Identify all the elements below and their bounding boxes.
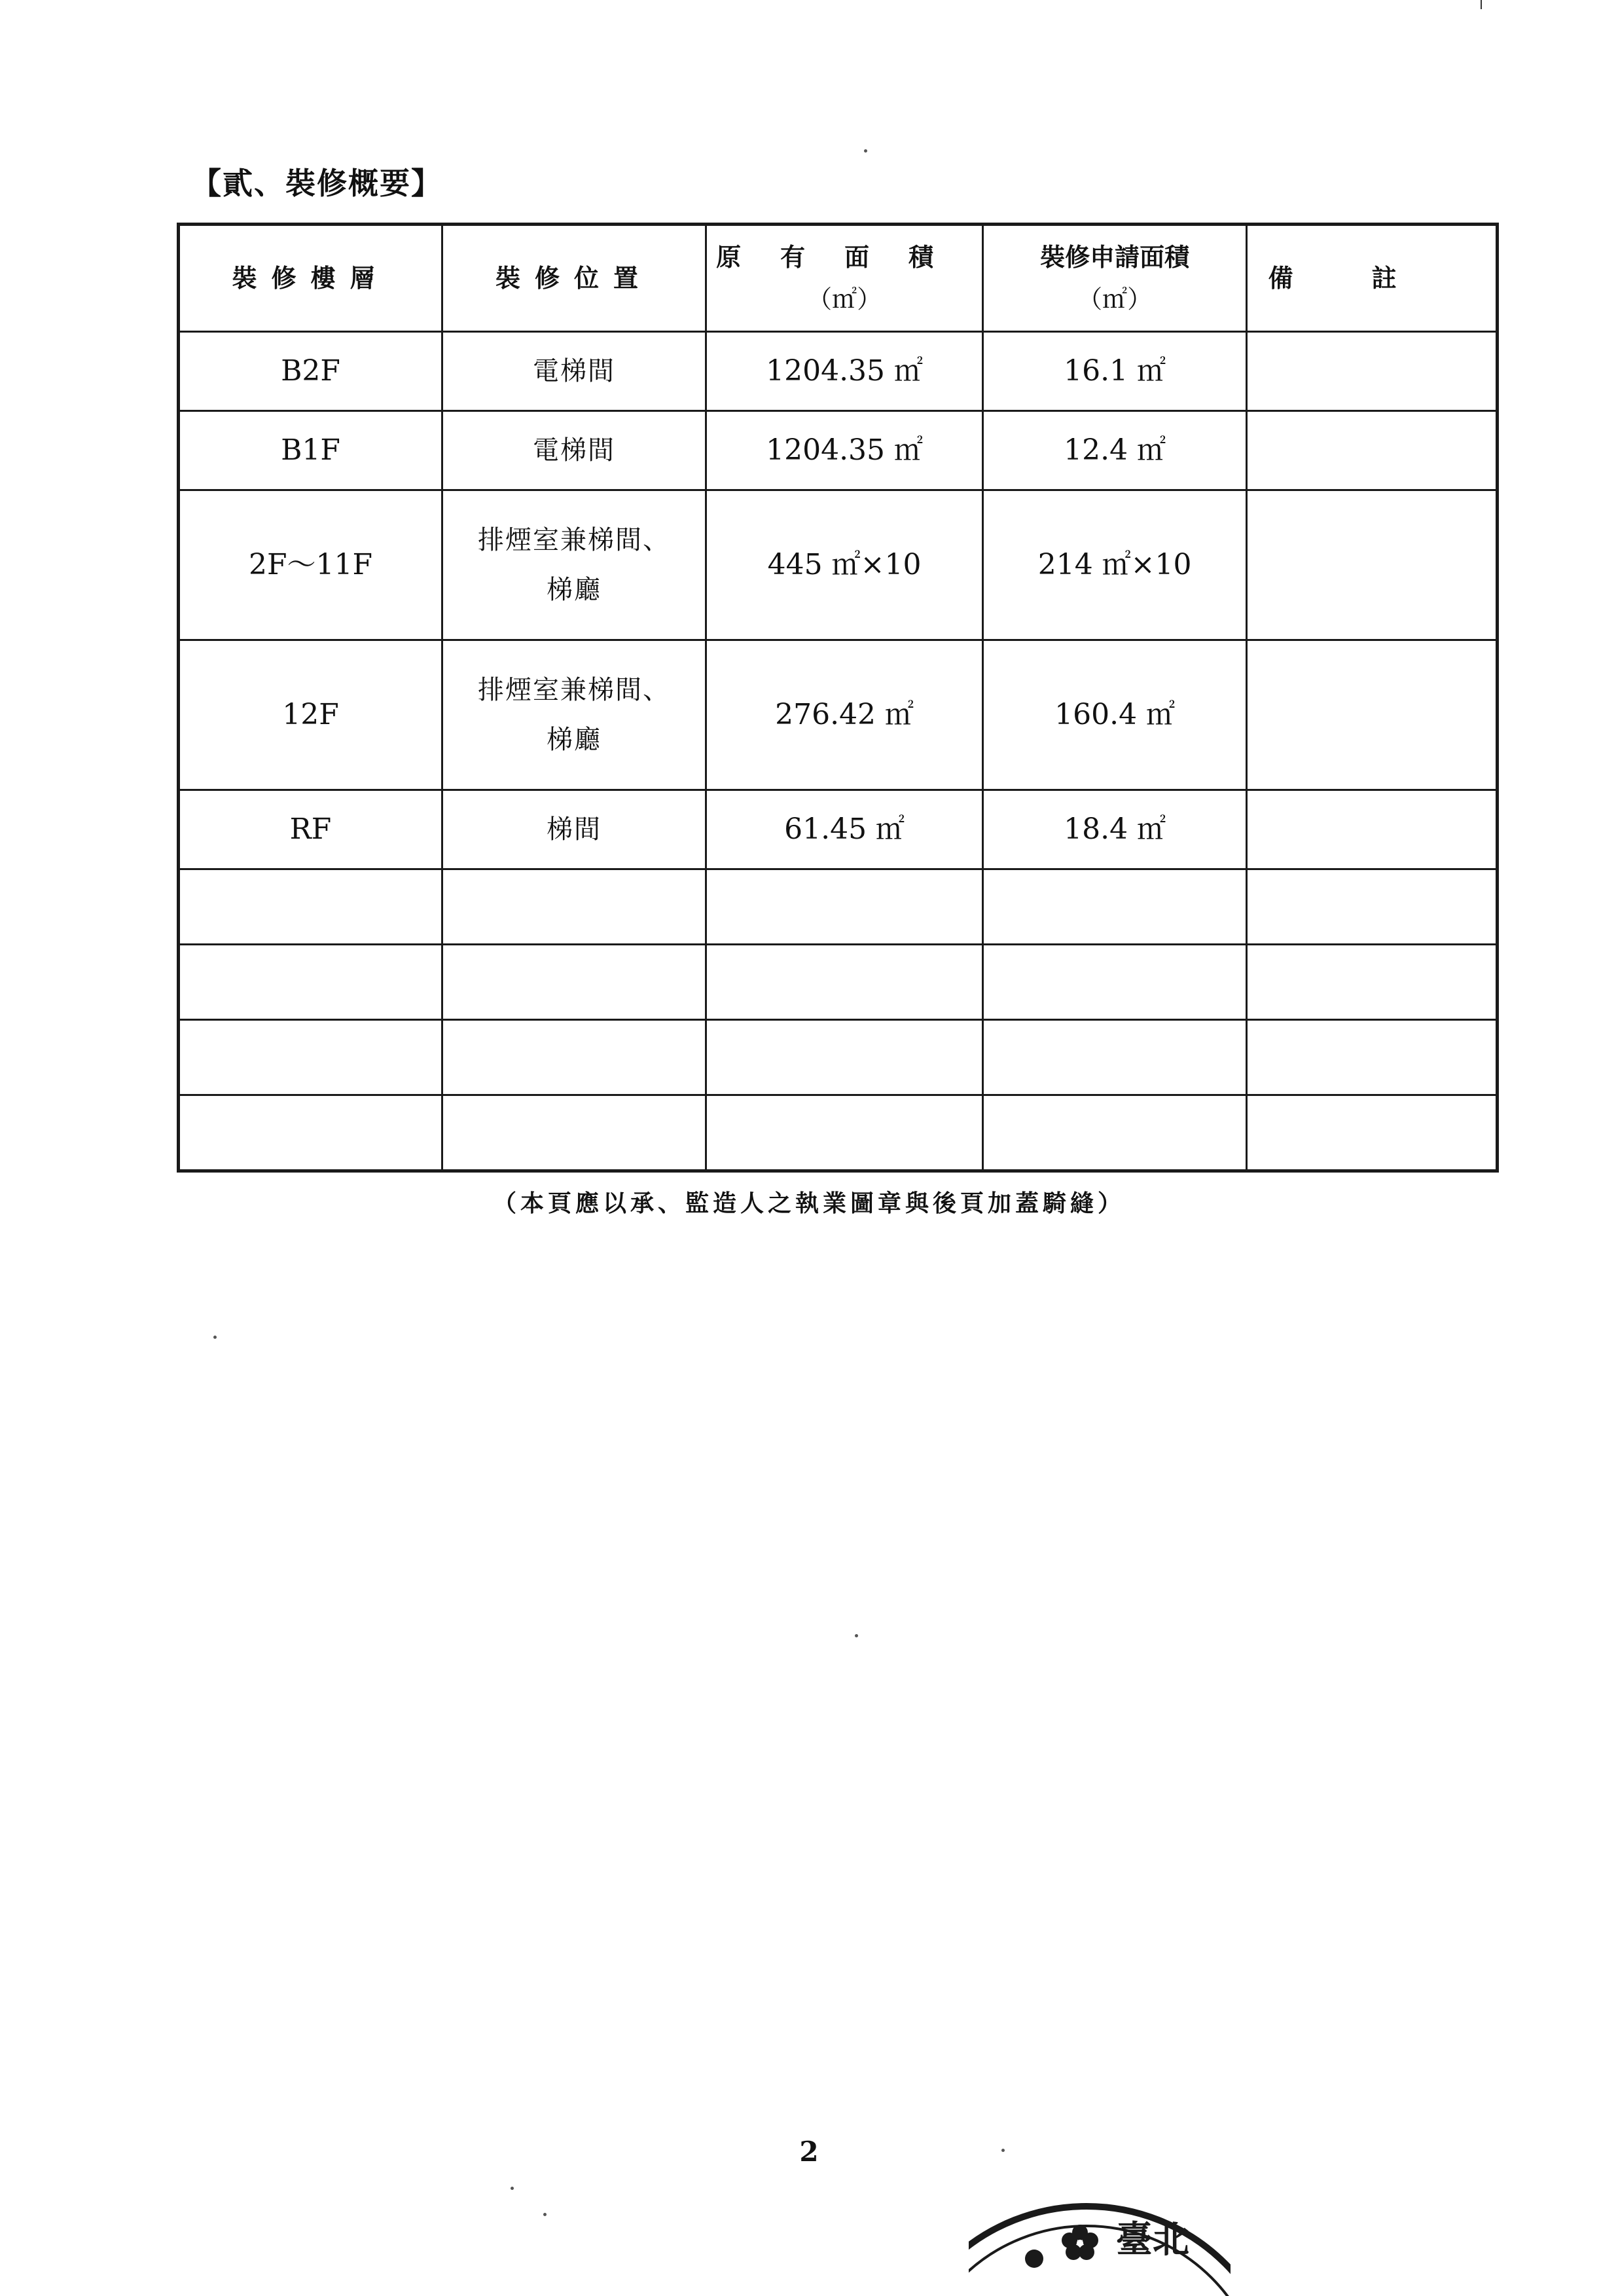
empty-cell (983, 945, 1247, 1020)
empty-table-row (179, 1095, 1498, 1171)
cell-location-line: 排煙室兼梯間、 (478, 675, 670, 705)
empty-table-row (179, 869, 1498, 945)
header-original-area (706, 225, 983, 332)
cell-remarks (1247, 790, 1498, 869)
cell-applied-area: 214 ㎡×10 (983, 490, 1247, 640)
table-row (179, 640, 1498, 790)
section-title: 【貳、裝修概要】 (191, 166, 442, 201)
cell-floor: RF (179, 790, 442, 869)
cell-applied-area: 160.4 ㎡ (983, 640, 1247, 790)
table-row (179, 411, 1498, 490)
empty-cell (706, 1020, 983, 1095)
empty-cell (442, 1095, 706, 1171)
cell-location (442, 640, 706, 790)
cell-remarks (1247, 490, 1498, 640)
cell-original-area: 1204.35 ㎡ (706, 411, 983, 490)
cell-applied-area: 16.1 ㎡ (983, 332, 1247, 411)
cell-original-area: 61.45 ㎡ (706, 790, 983, 869)
cell-location-line: 排煙室兼梯間、 (478, 525, 670, 555)
scan-speck (1001, 2149, 1005, 2152)
seal-text: 臺北 (1116, 2218, 1189, 2261)
plum-blossom-icon (1062, 2225, 1098, 2260)
scan-speck (864, 149, 867, 153)
header-applied-area (983, 225, 1247, 332)
empty-cell (983, 1095, 1247, 1171)
seal-graphic (969, 2187, 1231, 2296)
cell-location-line: 梯廳 (547, 725, 602, 755)
scan-speck (855, 1634, 858, 1637)
table-header-row (179, 225, 1498, 332)
cell-location (442, 490, 706, 640)
scan-speck (543, 2213, 547, 2216)
header-original-area-unit: （㎡） (807, 285, 882, 314)
empty-cell (1247, 945, 1498, 1020)
table-row (179, 790, 1498, 869)
header-applied-area-label: 裝修申請面積 (1040, 242, 1190, 272)
cell-remarks (1247, 640, 1498, 790)
cell-original-area: 1204.35 ㎡ (706, 332, 983, 411)
empty-cell (179, 869, 442, 945)
empty-cell (179, 1020, 442, 1095)
cell-location: 電梯間 (442, 332, 706, 411)
seal-overlap-footnote: （本頁應以承、監造人之執業圖章與後頁加蓋騎縫） (492, 1190, 1125, 1217)
empty-cell (983, 1020, 1247, 1095)
cell-applied-area: 18.4 ㎡ (983, 790, 1247, 869)
cell-applied-area: 12.4 ㎡ (983, 411, 1247, 490)
cell-remarks (1247, 332, 1498, 411)
empty-cell (1247, 1020, 1498, 1095)
renovation-summary-table-container (177, 223, 1499, 1152)
empty-cell (442, 869, 706, 945)
header-applied-area-unit: （㎡） (1077, 285, 1153, 314)
cell-original-area: 445 ㎡×10 (706, 490, 983, 640)
cell-floor: B2F (179, 332, 442, 411)
cell-floor: 12F (179, 640, 442, 790)
table-row (179, 490, 1498, 640)
empty-cell (442, 945, 706, 1020)
empty-cell (706, 945, 983, 1020)
empty-cell (1247, 1095, 1498, 1171)
empty-cell (179, 1095, 442, 1171)
cell-location: 梯間 (442, 790, 706, 869)
header-original-area-label: 原有面積 (716, 242, 973, 272)
header-floor: 裝修樓層 (179, 225, 442, 332)
empty-table-row (179, 1020, 1498, 1095)
empty-cell (1247, 869, 1498, 945)
cell-floor: B1F (179, 411, 442, 490)
official-seal-stamp (969, 2187, 1231, 2296)
empty-cell (706, 869, 983, 945)
page-edge-mark (1481, 0, 1482, 9)
cell-location-line: 梯廳 (547, 575, 602, 605)
empty-cell (179, 945, 442, 1020)
empty-table-row (179, 945, 1498, 1020)
cell-floor: 2F～11F (179, 490, 442, 640)
table-row (179, 332, 1498, 411)
renovation-summary-table (177, 223, 1499, 1173)
header-remarks: 備註 (1247, 225, 1498, 332)
empty-cell (706, 1095, 983, 1171)
scan-speck (213, 1336, 217, 1339)
header-location: 裝修位置 (442, 225, 706, 332)
cell-remarks (1247, 411, 1498, 490)
empty-cell (442, 1020, 706, 1095)
cell-location: 電梯間 (442, 411, 706, 490)
cell-original-area: 276.42 ㎡ (706, 640, 983, 790)
empty-cell (983, 869, 1247, 945)
page-number: 2 (799, 2136, 819, 2168)
scan-speck (511, 2187, 514, 2190)
